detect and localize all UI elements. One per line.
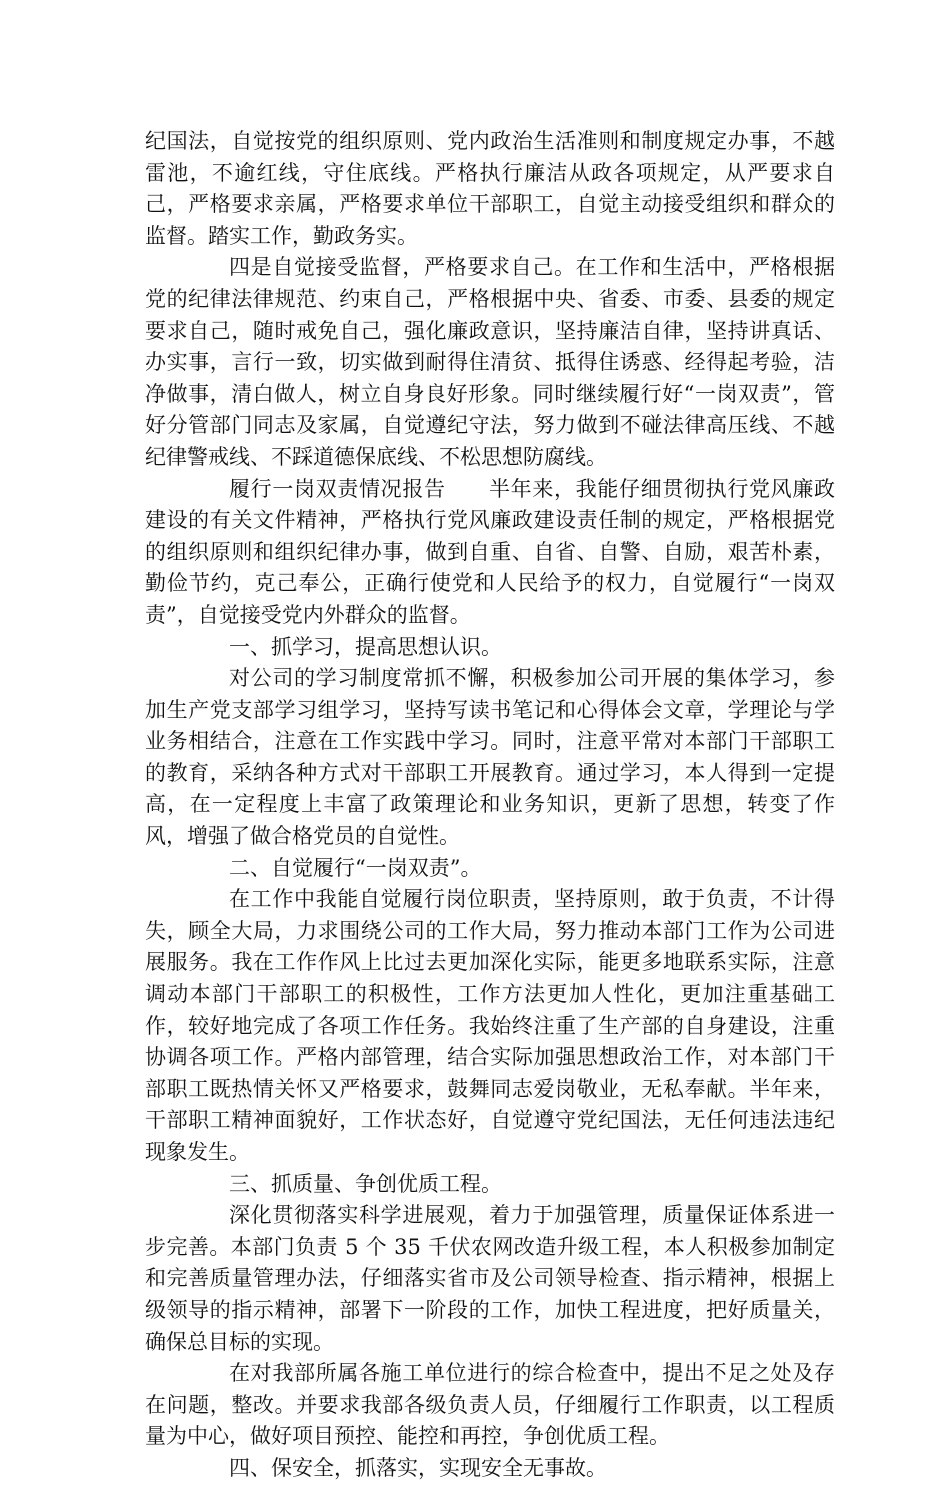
section-heading: 一、抓学习，提高思想认识。 bbox=[229, 634, 502, 659]
paragraph: 履行一岗双责情况报告 半年来，我能仔细贯彻执行党风廉政建设的有关文件精神，严格执行党风廉政建设责任制的规定，严格根据党的组织原则和组织纪律办事，做到自重、自省、自警、自励，艰苦朴素，勤俭节约，克己奉公，正确行使党和人民给予的权力，自觉履行“一岗双责”，自觉接受党内外群众的监督。 bbox=[145, 476, 835, 627]
section-heading: 四、保安全，抓落实，实现安全无事故。 bbox=[229, 1455, 607, 1480]
section-heading: 三、抓质量、争创优质工程。 bbox=[229, 1171, 502, 1196]
paragraph: 对公司的学习制度常抓不懈，积极参加公司开展的集体学习，参加生产党支部学习组学习，坚持写读书笔记和心得体会文章，学理论与学业务相结合，注意在工作实践中学习。同时，注意平常对本部门干部职工的教育，采纳各种方式对干部职工开展教育。通过学习，本人得到一定提高，在一定程度上丰富了政策理论和业务知识，更新了思想，转变了作风，增强了做合格党员的自觉性。 bbox=[145, 666, 835, 849]
paragraph: 四是自觉接受监督，严格要求自己。在工作和生活中，严格根据党的纪律法律规范、约束自己，严格根据中央、省委、市委、县委的规定要求自己，随时戒免自己，强化廉政意识，坚持廉洁自律，坚持讲真话、办实事，言行一致，切实做到耐得住清贫、抵得住诱惑、经得起考验，洁净做事，清白做人，树立自身良好形象。同时继续履行好“一岗双责”，管好分管部门同志及家属，自觉遵纪守法，努力做到不碰法律高压线、不越纪律警戒线、不踩道德保底线、不松思想防腐线。 bbox=[145, 255, 835, 469]
paragraph: 纪国法，自觉按党的组织原则、党内政治生活准则和制度规定办事，不越雷池，不逾红线，守住底线。严格执行廉洁从政各项规定，从严要求自己，严格要求亲属，严格要求单位干部职工，自觉主动接受组织和群众的监督。踏实工作，勤政务实。 bbox=[145, 129, 835, 248]
paragraph: 在工作中我能自觉履行岗位职责，坚持原则，敢于负责，不计得失，顾全大局，力求围绕公司的工作大局，努力推动本部门工作为公司进展服务。我在工作作风上比过去更加深化实际，能更多地联系实际，注意调动本部门干部职工的积极性，工作方法更加人性化，更加注重基础工作，较好地完成了各项工作任务。我始终注重了生产部的自身建设，注重协调各项工作。严格内部管理，结合实际加强思想政治工作，对本部门干部职工既热情关怀又严格要求，鼓舞同志爱岗敬业，无私奉献。半年来，干部职工精神面貌好，工作状态好，自觉遵守党纪国法，无任何违法违纪现象发生。 bbox=[145, 887, 835, 1164]
paragraph: 深化贯彻落实科学进展观，着力于加强管理，质量保证体系进一步完善。本部门负责 5 个 35 千伏农网改造升级工程，本人积极参加制定和完善质量管理办法，仔细落实省市及公司领导检查、指示精神，根据上级领导的指示精神，部署下一阶段的工作，加快工程进度，把好质量关，确保总目标的实现。 bbox=[145, 1203, 835, 1354]
document-page bbox=[145, 126, 835, 1485]
section-heading: 二、自觉履行“一岗双责”。 bbox=[229, 855, 482, 880]
paragraph: 在对我部所属各施工单位进行的综合检查中，提出不足之处及存在问题，整改。并要求我部各级负责人员，仔细履行工作职责，以工程质量为中心，做好项目预控、能控和再控，争创优质工程。 bbox=[145, 1361, 835, 1449]
